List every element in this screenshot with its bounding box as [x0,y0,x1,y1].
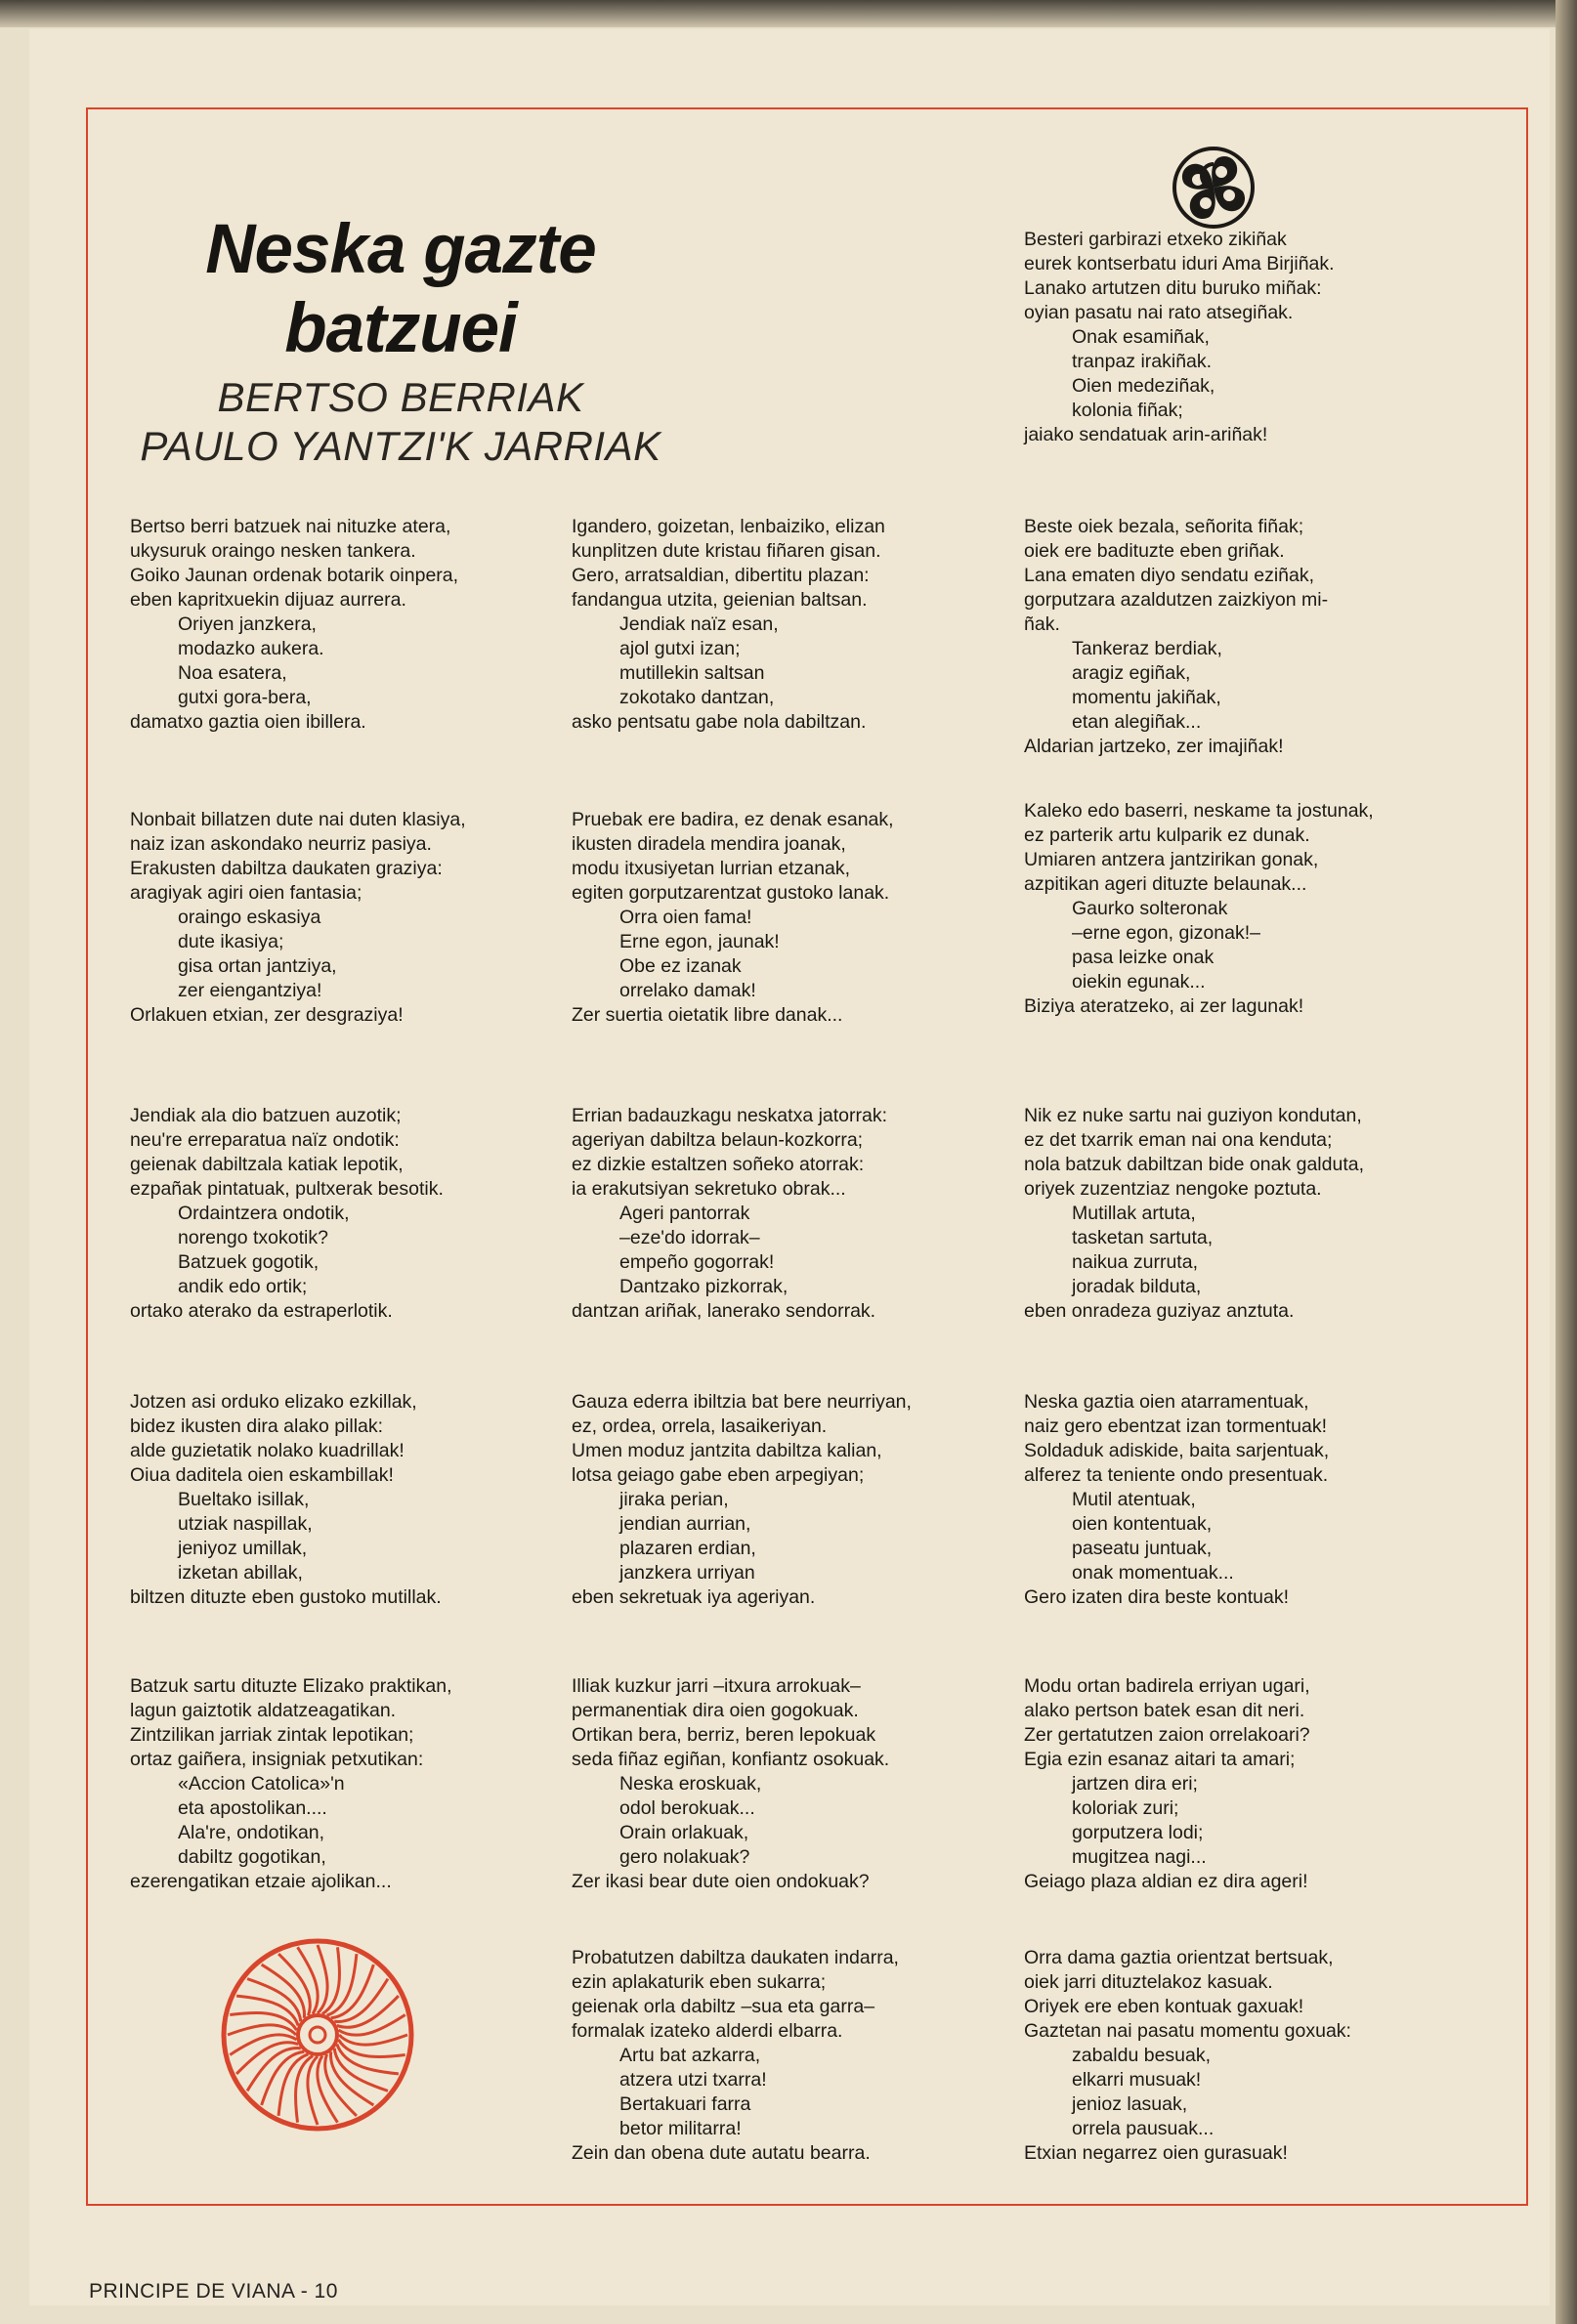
verse-line: Bertakuari farra [619,2093,751,2115]
verse-line: Obe ez izanak [619,955,742,977]
verse-line: alako pertson batek esan dit neri. [1024,1700,1305,1721]
verse-line: alferez ta teniente ondo presentuak. [1024,1464,1329,1486]
verse-line: fandangua utzita, geienian baltsan. [572,589,868,611]
verse-line: empeño gogorrak! [619,1251,775,1273]
verse-line: oiek ere badituzte eben griñak. [1024,540,1285,562]
verse-line: eurek kontserbatu iduri Ama Birjiñak. [1024,253,1335,275]
verse-line: mugitzea nagi... [1072,1846,1207,1868]
verse-line: modu itxusiyetan lurrian etzanak, [572,858,851,879]
sun-rosette-icon [210,1927,425,2142]
verse-line: lagun gaiztotik aldatzeagatikan. [130,1700,397,1721]
stanza [1024,1390,1329,1610]
verse-line: zer eiengantziya! [178,980,322,1001]
verse-line: Kaleko edo baserri, neskame ta jostunak, [1024,800,1374,822]
verse-line: eben onradeza guziyaz anztuta. [1024,1300,1295,1322]
verse-line: Umen moduz jantzita dabiltza kalian, [572,1440,882,1461]
stanza [572,808,894,1028]
verse-line: paseatu juntuak, [1072,1538,1213,1559]
verse-line: ortaz gaiñera, insigniak petxutikan: [130,1749,424,1770]
verse-line: Orlakuen etxian, zer desgraziya! [130,1004,404,1026]
verse-line: oiek jarri dituztelakoz kasuak. [1024,1971,1273,1993]
page-title: Neska gazte batzuei [205,211,596,367]
verse-line: Lanako artutzen ditu buruko miñak: [1024,277,1322,299]
verse-line: Tankeraz berdiak, [1072,638,1222,659]
verse-line: gorputzera lodi; [1072,1822,1204,1843]
verse-line: jendian aurrian, [619,1513,751,1535]
verse-line: naiz izan askondako neurriz pasiya. [130,833,432,855]
verse-line: Onak esamiñak, [1072,326,1210,348]
verse-line: Gero izaten dira beste kontuak! [1024,1586,1289,1608]
verse-line: Bertso berri batzuek nai nituzke atera, [130,516,451,537]
verse-line: naiz gero ebentzat izan tormentuak! [1024,1416,1328,1437]
verse-line: «Accion Catolica»'n [178,1773,345,1795]
verse-line: Errian badauzkagu neskatxa jatorrak: [572,1105,888,1126]
verse-line: Soldaduk adiskide, baita sarjentuak, [1024,1440,1330,1461]
stanza [130,1674,452,1894]
verse-line: seda fiñaz egiñan, konfiantz osokuak. [572,1749,890,1770]
verse-line: Igandero, goizetan, lenbaiziko, elizan [572,516,885,537]
verse-line: joradak bilduta, [1072,1276,1202,1297]
verse-line: ezin aplakaturik eben sukarra; [572,1971,827,1993]
verse-line: Orra oien fama! [619,907,752,928]
verse-line: oriyek zuzentziaz nengoke poztuta. [1024,1178,1322,1200]
verse-line: Illiak kuzkur jarri –itxura arrokuak– [572,1675,861,1697]
verse-line: Biziya ateratzeko, ai zer lagunak! [1024,995,1304,1017]
verse-line: jiraka perian, [619,1489,729,1510]
verse-line: ezerengatikan etzaie ajolikan... [130,1871,392,1892]
verse-line: momentu jakiñak, [1072,687,1221,708]
verse-line: Oiua daditela oien eskambillak! [130,1464,394,1486]
verse-line: oyian pasatu nai rato atsegiñak. [1024,302,1294,323]
stanza [1024,1104,1364,1324]
verse-line: elkarri musuak! [1072,2069,1202,2091]
verse-line: jartzen dira eri; [1072,1773,1198,1795]
verse-line: pasa leizke onak [1072,947,1215,968]
verse-line: ia erakutsiyan sekretuko obrak... [572,1178,846,1200]
verse-line: Zein dan obena dute autatu bearra. [572,2142,871,2164]
verse-line: Mutil atentuak, [1072,1489,1196,1510]
verse-line: andik edo ortik; [178,1276,308,1297]
stanza [1024,228,1335,447]
verse-line: Pruebak ere badira, ez denak esanak, [572,809,894,830]
verse-line: azpitikan ageri dituzte belaunak... [1024,873,1307,895]
verse-line: Erakusten dabiltza daukaten graziya: [130,858,443,879]
verse-line: modazko aukera. [178,638,324,659]
verse-line: neu're erreparatua naïz ondotik: [130,1129,400,1151]
verse-line: Jendiak naïz esan, [619,613,779,635]
verse-line: orrela pausuak... [1072,2118,1215,2139]
stanza [130,1104,444,1324]
verse-line: Ortikan bera, berriz, beren lepokuak [572,1724,876,1746]
stanza [1024,1674,1310,1894]
verse-line: Etxian negarrez oien gurasuak! [1024,2142,1288,2164]
verse-line: –erne egon, gizonak!– [1072,922,1260,944]
verse-line: ez det txarrik eman nai ona kenduta; [1024,1129,1333,1151]
verse-line: norengo txokotik? [178,1227,328,1248]
verse-line: atzera utzi txarra! [619,2069,767,2091]
verse-line: dabiltz gogotikan, [178,1846,326,1868]
verse-line: ezpañak pintatuak, pultxerak besotik. [130,1178,444,1200]
stanza [130,808,466,1028]
verse-line: –eze'do idorrak– [619,1227,760,1248]
verse-line: koloriak zuri; [1072,1797,1179,1819]
verse-line: dantzan ariñak, lanerako sendorrak. [572,1300,876,1322]
scan-edge-right [1556,0,1577,2324]
subtitle-line-1: BERTSO BERRIAK [217,374,584,420]
verse-line: Neska eroskuak, [619,1773,762,1795]
verse-line: Geiago plaza aldian ez dira ageri! [1024,1871,1308,1892]
stanza [572,1946,899,2166]
verse-line: aragiyak agiri oien fantasia; [130,882,362,904]
verse-line: ikusten diradela mendira joanak, [572,833,846,855]
verse-line: ñak. [1024,613,1060,635]
verse-line: Ageri pantorrak [619,1203,750,1224]
verse-line: Oriyek ere eben kontuak gaxuak! [1024,1996,1304,2017]
verse-line: aragiz egiñak, [1072,662,1191,684]
verse-line: oien kontentuak, [1072,1513,1213,1535]
verse-line: Erne egon, jaunak! [619,931,780,952]
verse-line: jaiako sendatuak arin-ariñak! [1024,424,1268,445]
verse-line: Bueltako isillak, [178,1489,310,1510]
verse-line: biltzen dituzte eben gustoko mutillak. [130,1586,442,1608]
verse-line: betor militarra! [619,2118,742,2139]
verse-line: Jendiak ala dio batzuen auzotik; [130,1105,402,1126]
verse-line: Ala're, ondotikan, [178,1822,325,1843]
verse-line: egiten gorputzarentzat gustoko lanak. [572,882,890,904]
verse-line: oraingo eskasiya [178,907,321,928]
verse-line: Lana ematen diyo sendatu eziñak, [1024,565,1315,586]
verse-line: Oien medeziñak, [1072,375,1215,397]
verse-line: ez parterik artu kulparik ez dunak. [1024,824,1310,846]
verse-line: Ordaintzera ondotik, [178,1203,350,1224]
verse-line: damatxo gaztia oien ibillera. [130,711,366,733]
verse-line: zabaldu besuak, [1072,2045,1212,2066]
verse-line: Batzuek gogotik, [178,1251,320,1273]
verse-line: Oriyen janzkera, [178,613,317,635]
verse-line: Zintzilikan jarriak zintak lepotikan; [130,1724,414,1746]
page-footer: PRINCIPE DE VIANA - 10 [89,2280,338,2303]
verse-line: Jotzen asi orduko elizako ezkillak, [130,1391,417,1413]
stanza [130,515,458,735]
verse-line: formalak izateko alderdi elbarra. [572,2020,843,2042]
verse-line: nola batzuk dabiltzan bide onak galduta, [1024,1154,1365,1175]
verse-line: mutillekin saltsan [619,662,765,684]
verse-line: lotsa geiago gabe eben arpegiyan; [572,1464,865,1486]
verse-line: Zer suertia oietatik libre danak... [572,1004,843,1026]
verse-line: Modu ortan badirela erriyan ugari, [1024,1675,1310,1697]
verse-line: utziak naspillak, [178,1513,313,1535]
stanza [572,1674,889,1894]
verse-line: izketan abillak, [178,1562,303,1584]
verse-line: Orra dama gaztia orientzat bertsuak, [1024,1947,1334,1968]
verse-line: ez dizkie estaltzen soñeko atorrak: [572,1154,865,1175]
verse-line: gisa ortan jantziya, [178,955,337,977]
verse-line: plazaren erdian, [619,1538,756,1559]
lauburu-icon [1171,145,1257,231]
verse-line: alde guzietatik nolako kuadrillak! [130,1440,405,1461]
subtitle-line-2: PAULO YANTZI'K JARRIAK [140,423,661,469]
stanza [1024,1946,1351,2166]
verse-line: Gaurko solteronak [1072,898,1228,919]
verse-line: asko pentsatu gabe nola dabiltzan. [572,711,867,733]
verse-line: Zer gertatutzen zaion orrelakoari? [1024,1724,1310,1746]
verse-line: Batzuk sartu dituzte Elizako praktikan, [130,1675,452,1697]
verse-line: permanentiak dira oien gogokuak. [572,1700,859,1721]
scan-edge-top [0,0,1577,27]
verse-line: Mutillak artuta, [1072,1203,1196,1224]
verse-line: Zer ikasi bear dute oien ondokuak? [572,1871,870,1892]
verse-line: Nik ez nuke sartu nai guziyon kondutan, [1024,1105,1362,1126]
verse-line: Orain orlakuak, [619,1822,749,1843]
verse-line: Noa esatera, [178,662,287,684]
verse-line: zokotako dantzan, [619,687,775,708]
verse-line: Artu bat azkarra, [619,2045,761,2066]
stanza [1024,515,1328,759]
verse-line: gutxi gora-bera, [178,687,312,708]
verse-line: Umiaren antzera jantzirikan gonak, [1024,849,1319,870]
verse-line: Goiko Jaunan ordenak botarik oinpera, [130,565,459,586]
verse-line: tasketan sartuta, [1072,1227,1214,1248]
stanza [130,1390,442,1610]
verse-line: ez, ordea, orrela, lasaikeriyan. [572,1416,828,1437]
verse-line: kolonia fiñak; [1072,400,1183,421]
verse-line: tranpaz irakiñak. [1072,351,1213,372]
verse-line: naikua zurruta, [1072,1251,1198,1273]
verse-line: Probatutzen dabiltza daukaten indarra, [572,1947,899,1968]
verse-line: kunplitzen dute kristau fiñaren gisan. [572,540,881,562]
verse-line: bidez ikusten dira alako pillak: [130,1416,384,1437]
verse-line: gorputzara azaldutzen zaizkiyon mi- [1024,589,1329,611]
verse-line: ajol gutxi izan; [619,638,741,659]
verse-line: janzkera urriyan [619,1562,755,1584]
verse-line: oiekin egunak... [1072,971,1206,993]
verse-line: geienak orla dabiltz –sua eta garra– [572,1996,875,2017]
verse-line: eben sekretuak iya ageriyan. [572,1586,816,1608]
verse-line: Nonbait billatzen dute nai duten klasiya, [130,809,466,830]
verse-line: Gero, arratsaldian, dibertitu plazan: [572,565,870,586]
verse-line: Egia ezin esanaz aitari ta amari; [1024,1749,1296,1770]
verse-line: odol berokuak... [619,1797,755,1819]
verse-line: jenioz lasuak, [1072,2093,1188,2115]
stanza [1024,799,1374,1019]
verse-line: orrelako damak! [619,980,756,1001]
verse-line: dute ikasiya; [178,931,284,952]
stanza [572,1390,912,1610]
verse-line: ageriyan dabiltza belaun-kozkorra; [572,1129,864,1151]
verse-line: Gaztetan nai pasatu momentu goxuak: [1024,2020,1351,2042]
stanza [572,515,885,735]
verse-line: eta apostolikan.... [178,1797,327,1819]
stanza [572,1104,887,1324]
verse-line: Besteri garbirazi etxeko zikiñak [1024,229,1287,250]
verse-line: gero nolakuak? [619,1846,750,1868]
verse-line: onak momentuak... [1072,1562,1234,1584]
verse-line: etan alegiñak... [1072,711,1202,733]
verse-line: jeniyoz umillak, [178,1538,308,1559]
verse-line: Beste oiek bezala, señorita fiñak; [1024,516,1304,537]
verse-line: Dantzako pizkorrak, [619,1276,788,1297]
verse-line: Aldarian jartzeko, zer imajiñak! [1024,736,1284,757]
verse-line: Neska gaztia oien atarramentuak, [1024,1391,1309,1413]
verse-line: ukysuruk oraingo nesken tankera. [130,540,416,562]
verse-line: ortako aterako da estraperlotik. [130,1300,393,1322]
verse-line: geienak dabiltzala katiak lepotik, [130,1154,404,1175]
verse-line: Gauza ederra ibiltzia bat bere neurriyan, [572,1391,912,1413]
verse-line: eben kapritxuekin dijuaz aurrera. [130,589,406,611]
